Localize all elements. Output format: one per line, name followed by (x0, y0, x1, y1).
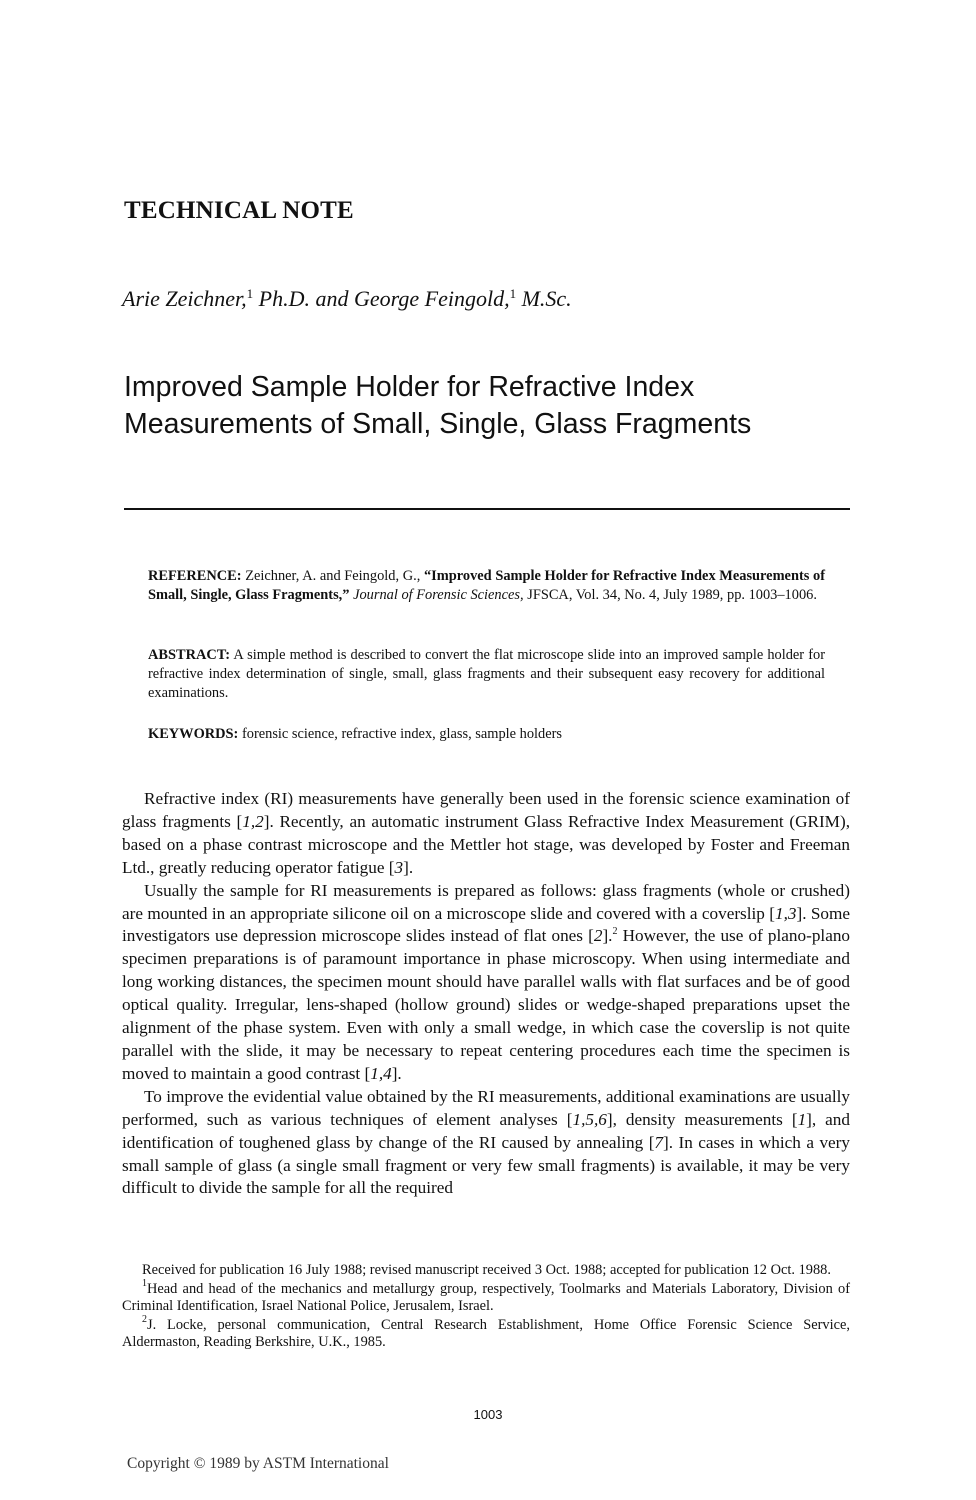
reference-article-title: “Improved Sample Holder for Refractive Index Measurements of Small, Single, Glass Fragments,” (148, 568, 825, 603)
body-text (122, 788, 850, 1200)
footnote-received: Received for publication 16 July 1988; revised manuscript received 3 Oct. 1988; accepted for publication 12 Oct. 1988. (142, 1262, 831, 1278)
paper-title (124, 369, 884, 443)
citation-ref: 1,4 (370, 1063, 392, 1083)
abstract-block (148, 646, 825, 703)
paragraph-2-text-a: Usually the sample for RI measurements is prepared as follows: glass fragments (whole or crushed) are mounted in an appropriate silicone oil on a microscope slide and covered with a coverslip [ (122, 880, 850, 923)
author-2-name: George Feingold, (353, 286, 510, 311)
reference-journal: Journal of Forensic Sciences, (353, 587, 524, 603)
paragraph-1-text-c: ]. (403, 857, 414, 877)
keywords-label: KEYWORDS: (148, 726, 239, 742)
footnote-2-mark: 2 (142, 1313, 147, 1325)
author-joiner: and (315, 286, 349, 311)
author-line (122, 286, 572, 312)
abstract-text: A simple method is described to convert the flat microscope slide into an improved sample holder for refractive index determination of single, small, glass fragments and their subsequent easy recovery for additional examinations. (148, 647, 825, 701)
paragraph-2-text-b: ]. Some investigators use depression microscope slides instead of flat ones [ (122, 903, 851, 946)
footnote-1-text: Head and head of the mechanics and metallurgy group, respectively, Toolmarks and Materials Laboratory, Division of Criminal Identification, Israel National Police, Jerusalem, Israel. (122, 1280, 850, 1315)
abstract-label: ABSTRACT: (148, 647, 231, 663)
footnote-2-text: J. Locke, personal communication, Central Research Establishment, Home Office Forensic Science Service, Aldermaston, Reading Berkshire, U.K., 1985. (122, 1316, 850, 1351)
author-1-name: Arie Zeichner, (122, 286, 247, 311)
paragraph-2-text-c: ]. (602, 926, 613, 946)
paragraph-2-text-d: However, the use of plano-plano specimen preparations is of paramount importance in phase microscopy. When using intermediate and long working distances, the specimen mount should have parallel walls with flat surfaces and be of good optical quality. Irregular, lens-shaped (hollow ground) slides or wedge-shaped preparations upset the alignment of the phase system. Even with only a small wedge, in which case the coverslip is not quite parallel with the slide, it may be necessary to repeat centering procedures each time the specimen is moved to maintain a good contrast [ (122, 926, 851, 1083)
footnote-1-mark: 1 (142, 1277, 147, 1289)
citation-ref: 7 (654, 1132, 664, 1152)
author-1-footnote-mark: 1 (246, 286, 254, 301)
paragraph-1-text-a: Refractive index (RI) measurements have generally been used in the forensic science examination of glass fragments [ (122, 789, 850, 831)
citation-ref: 1,3 (774, 903, 797, 923)
section-heading: TECHNICAL NOTE (124, 197, 354, 224)
citation-ref: 1,2 (242, 811, 264, 831)
author-2-footnote-mark: 1 (509, 286, 517, 301)
paragraph-3-text-a: To improve the evidential value obtained by the RI measurements, additional examinations are usually performed, such as various techniques of element analyses [ (122, 1086, 850, 1129)
paragraph-3 (122, 1086, 850, 1201)
paragraph-3-text-c: ], and identification of toughened glass by change of the RI caused by annealing [ (122, 1109, 850, 1152)
author-2-degree: M.Sc. (521, 286, 572, 311)
citation-ref: 1 (797, 1109, 807, 1129)
citation-ref: 2 (593, 926, 603, 946)
page-number: 1003 (473, 1407, 503, 1422)
keywords-block (148, 725, 825, 744)
keywords-text: forensic science, refractive index, glass, sample holders (241, 726, 563, 742)
title-divider (124, 508, 850, 510)
title-line-1: Improved Sample Holder for Refractive Index (124, 371, 695, 403)
title-line-2: Measurements of Small, Single, Glass Fragments (124, 408, 752, 440)
author-1-degree: Ph.D. (258, 286, 310, 311)
citation-ref: 3 (394, 857, 404, 877)
paragraph-2 (122, 880, 850, 1086)
reference-citation: JFSCA, Vol. 34, No. 4, July 1989, pp. 1003–1006. (527, 587, 817, 603)
paragraph-3-text-d: ]. In cases in which a very small sample of glass (a single small fragment or very few small fragments) is available, it may be very difficult to divide the sample for all the required (122, 1132, 850, 1198)
copyright-notice: Copyright © 1989 by ASTM International (127, 1455, 389, 1472)
reference-label: REFERENCE: (148, 568, 242, 584)
reference-authors: Zeichner, A. and Feingold, G., (245, 568, 421, 584)
reference-block (148, 567, 825, 605)
paragraph-3-text-b: ], density measurements [ (606, 1109, 798, 1129)
footnote-2 (122, 1313, 850, 1352)
paragraph-2-text-e: ]. (391, 1063, 402, 1083)
paragraph-1 (122, 788, 850, 880)
footnote-mark: 2 (612, 926, 618, 938)
footnotes (122, 1262, 850, 1352)
citation-ref: 1,5,6 (572, 1109, 607, 1129)
paragraph-1-text-b: ]. Recently, an automatic instrument Glass Refractive Index Measurement (GRIM), based on a phase contrast microscope and the Mettler hot stage, was developed by Foster and Freeman Ltd., greatly reducing operator fatigue [ (122, 811, 850, 877)
footnote-1 (122, 1277, 850, 1316)
